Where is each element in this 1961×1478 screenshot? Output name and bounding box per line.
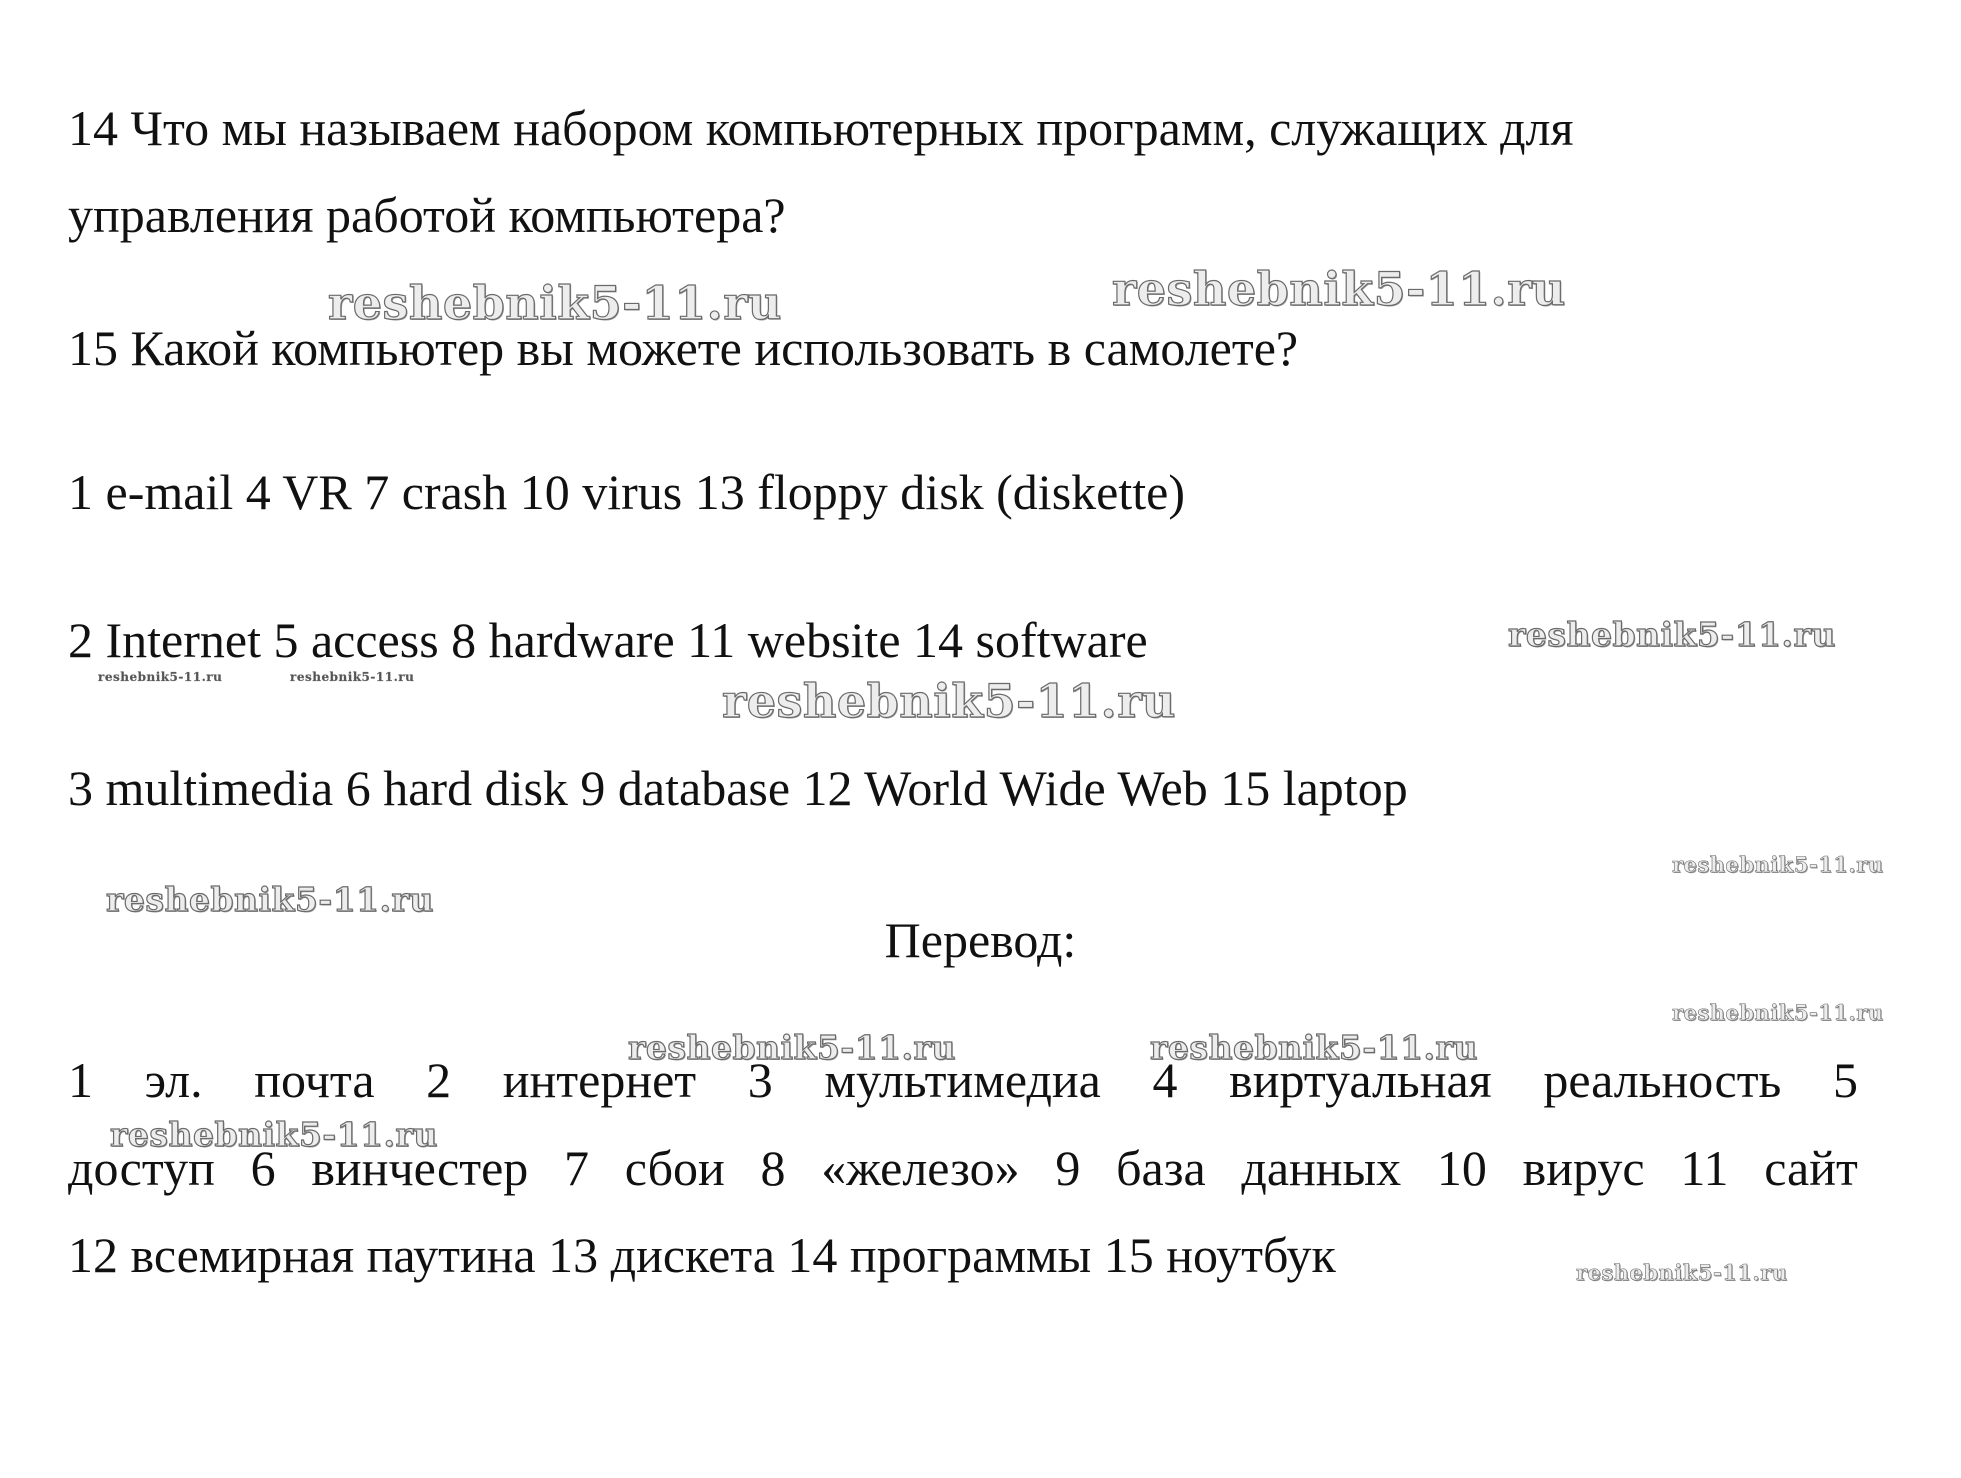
translation-word: 10	[1436, 1140, 1487, 1196]
translation-word: 3	[747, 1052, 773, 1108]
translation-word: 8	[760, 1140, 786, 1196]
answers-row-1: 1 e-mail 4 VR 7 crash 10 virus 13 floppy disk (diskette)	[68, 464, 1185, 520]
watermark: reshebnik5-11.ru	[722, 674, 1176, 728]
watermark: reshebnik5-11.ru	[628, 1028, 956, 1067]
translation-word: база	[1116, 1140, 1206, 1196]
watermark: reshebnik5-11.ru	[1672, 1000, 1884, 1025]
translation-word: 9	[1055, 1140, 1081, 1196]
watermark: reshebnik5-11.ru	[290, 670, 415, 684]
translation-word: «железо»	[821, 1140, 1020, 1196]
translation-word: виртуальная	[1229, 1052, 1492, 1108]
watermark: reshebnik5-11.ru	[1112, 262, 1566, 316]
translation-line-1	[68, 1050, 1858, 1110]
watermark: reshebnik5-11.ru	[110, 1115, 438, 1154]
translation-word: 1	[68, 1052, 93, 1108]
question-14-line-1: 14 Что мы называем набором компьютерных программ, служащих для	[68, 100, 1574, 156]
translation-word: данных	[1241, 1140, 1402, 1196]
translation-word: винчестер	[311, 1140, 529, 1196]
watermark: reshebnik5-11.ru	[106, 880, 434, 919]
translation-word: 7	[564, 1140, 590, 1196]
translation-word: реальность	[1543, 1052, 1782, 1108]
translation-word: 4	[1152, 1052, 1178, 1108]
answers-row-3: 3 multimedia 6 hard disk 9 database 12 World Wide Web 15 laptop	[68, 760, 1408, 816]
question-14-line-2: управления работой компьютера?	[68, 187, 786, 243]
translation-word: сбои	[624, 1140, 725, 1196]
translation-word: почта	[254, 1052, 375, 1108]
translation-word: 2	[426, 1052, 452, 1108]
translation-word: 5	[1832, 1052, 1858, 1108]
translation-word: мультимедиа	[824, 1052, 1101, 1108]
watermark: reshebnik5-11.ru	[328, 276, 782, 330]
translation-word: 6	[250, 1140, 276, 1196]
watermark: reshebnik5-11.ru	[98, 670, 223, 684]
translation-word: 11	[1680, 1140, 1729, 1196]
translation-heading: Перевод:	[884, 912, 1077, 968]
translation-line-3: 12 всемирная паутина 13 дискета 14 программы 15 ноутбук	[68, 1227, 1336, 1283]
watermark: reshebnik5-11.ru	[1672, 852, 1884, 877]
translation-word: интернет	[502, 1052, 697, 1108]
translation-word: доступ	[68, 1140, 215, 1196]
translation-word: сайт	[1764, 1140, 1858, 1196]
translation-word: вирус	[1522, 1140, 1645, 1196]
answers-row-2: 2 Internet 5 access 8 hardware 11 website 14 software	[68, 612, 1148, 668]
translation-word: эл.	[144, 1052, 203, 1108]
watermark: reshebnik5-11.ru	[1150, 1028, 1478, 1067]
watermark: reshebnik5-11.ru	[1576, 1260, 1788, 1285]
question-15: 15 Какой компьютер вы можете использовать в самолете?	[68, 320, 1299, 376]
watermark: reshebnik5-11.ru	[1508, 615, 1836, 654]
